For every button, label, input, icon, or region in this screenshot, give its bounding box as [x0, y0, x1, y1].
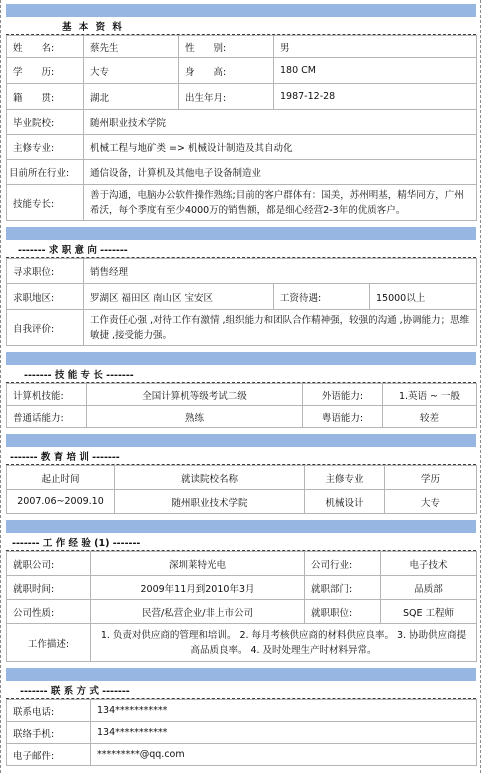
role-label: 就职职位:: [305, 600, 381, 624]
company-label: 就职公司:: [7, 552, 91, 576]
email-value[interactable]: *********@qq.com: [91, 744, 477, 766]
section-band: [6, 668, 476, 681]
company-industry-value: 电子技术: [381, 552, 477, 576]
table-row: [7, 259, 477, 284]
table-row: [7, 110, 477, 135]
table-row: [7, 384, 477, 406]
self-eval-value: 工作责任心强 ,对待工作有激情 ,组织能力和团队合作精神强，较强的沟通 ,协调能力；思维敏捷 ,接受能力强。: [84, 310, 477, 346]
table-row: [7, 600, 477, 624]
skill-section-header: [6, 365, 476, 383]
foreign-label: 外语能力:: [303, 384, 383, 406]
origin-value: 湖北: [84, 84, 179, 110]
intent-section-title: ------- 求 职 意 向 -------: [18, 245, 128, 256]
edu-school: 随州职业技术学院: [115, 490, 305, 514]
intent-section-header: [6, 240, 476, 258]
column-header: 主修专业: [305, 466, 385, 490]
basic-section-title: 基 本 资 料: [62, 22, 124, 33]
education-section-header: [6, 447, 476, 465]
height-value: 180 CM: [274, 58, 477, 84]
school-value: 随州职业技术学院: [84, 110, 477, 135]
table-row: [7, 744, 477, 766]
skill-table: [6, 383, 477, 428]
location-label: 求职地区:: [7, 284, 84, 310]
section-band: [6, 520, 476, 533]
industry-label: 目前所在行业:: [7, 160, 84, 185]
salary-label: 工资待遇:: [274, 284, 370, 310]
table-row: [7, 624, 477, 662]
table-row: [7, 284, 477, 310]
dept-value: 品质部: [381, 576, 477, 600]
table-row: [7, 722, 477, 744]
section-band: [6, 434, 476, 447]
education-table: [6, 465, 477, 514]
name-value: 蔡先生: [84, 36, 179, 58]
tel-label: 联系电话:: [7, 700, 91, 722]
mobile-label: 联络手机:: [7, 722, 91, 744]
skills-label: 技能专长:: [7, 185, 84, 221]
cantonese-value: 较差: [383, 406, 477, 428]
table-row: [7, 406, 477, 428]
nature-label: 公司性质:: [7, 600, 91, 624]
cantonese-label: 粤语能力:: [303, 406, 383, 428]
skills-value: 善于沟通，电脑办公软件操作熟练;目前的客户群体有：国美，苏州明基，精华同方，广州希沃，每个季度有至少4000万的销售额，都是细心经营2-3年的优质客户。: [84, 185, 477, 221]
major-value: 机械工程与地矿类 => 机械设计制造及其自动化: [84, 135, 477, 160]
height-label: 身 高:: [179, 58, 274, 84]
edu-period: 2007.06~2009.10: [7, 490, 115, 514]
foreign-value: 1.英语 ~ 一般: [383, 384, 477, 406]
table-row: [7, 700, 477, 722]
section-band: [6, 4, 476, 17]
computer-label: 计算机技能:: [7, 384, 87, 406]
tel-value: 134***********: [91, 700, 477, 722]
company-value: 深圳莱特光电: [91, 552, 305, 576]
salary-value: 15000以上: [370, 284, 477, 310]
role-value: SQE 工程师: [381, 600, 477, 624]
table-row: [7, 58, 477, 84]
page-margin-right: [480, 0, 482, 773]
page-margin-left: [0, 0, 2, 773]
contact-table: [6, 699, 477, 766]
email-label: 电子邮件:: [7, 744, 91, 766]
gender-label: 性 别:: [179, 36, 274, 58]
table-header-row: [7, 466, 477, 490]
table-row: [7, 552, 477, 576]
position-value: 销售经理: [84, 259, 477, 284]
table-row: [7, 160, 477, 185]
basic-section-header: [6, 17, 476, 35]
desc-value: 1. 负责对供应商的管理和培训。 2. 每月考核供应商的材料供应良率。 3. 协助供应商提高品质良率。 4. 及时处理生产时材料异常。: [91, 624, 477, 662]
company-industry-label: 公司行业:: [305, 552, 381, 576]
computer-value: 全国计算机等级考试二级: [87, 384, 303, 406]
work-time-value: 2009年11月到2010年3月: [91, 576, 305, 600]
position-label: 寻求职位:: [7, 259, 84, 284]
work-table: [6, 551, 477, 662]
column-header: 起止时间: [7, 466, 115, 490]
basic-info-table: [6, 35, 477, 221]
column-header: 学历: [385, 466, 477, 490]
edu-major: 机械设计: [305, 490, 385, 514]
major-label: 主修专业:: [7, 135, 84, 160]
table-row: [7, 576, 477, 600]
section-band: [6, 227, 476, 240]
school-label: 毕业院校:: [7, 110, 84, 135]
section-band: [6, 352, 476, 365]
mobile-value: 134***********: [91, 722, 477, 744]
work-section-header: [6, 533, 476, 551]
edu-value: 大专: [84, 58, 179, 84]
gender-value: 男: [274, 36, 477, 58]
desc-label: 工作描述:: [7, 624, 91, 662]
skill-section-title: ------- 技 能 专 长 -------: [24, 370, 134, 381]
table-row: [7, 36, 477, 58]
education-section-title: ------- 教 育 培 训 -------: [10, 452, 120, 463]
edu-degree: 大专: [385, 490, 477, 514]
name-label: 姓 名:: [7, 36, 84, 58]
table-row: [7, 84, 477, 110]
contact-section-title: ------- 联 系 方 式 -------: [20, 686, 130, 697]
birth-label: 出生年月:: [179, 84, 274, 110]
edu-label: 学 历:: [7, 58, 84, 84]
table-row: [7, 310, 477, 346]
birth-value: 1987-12-28: [274, 84, 477, 110]
column-header: 就读院校名称: [115, 466, 305, 490]
table-row: [7, 490, 477, 514]
nature-value: 民营/私营企业/非上市公司: [91, 600, 305, 624]
self-eval-label: 自我评价:: [7, 310, 84, 346]
resume-page: [6, 4, 476, 766]
contact-section-header: [6, 681, 476, 699]
work-time-label: 就职时间:: [7, 576, 91, 600]
mandarin-value: 熟练: [87, 406, 303, 428]
mandarin-label: 普通话能力:: [7, 406, 87, 428]
dept-label: 就职部门:: [305, 576, 381, 600]
origin-label: 籍 贯:: [7, 84, 84, 110]
table-row: [7, 185, 477, 221]
table-row: [7, 135, 477, 160]
industry-value: 通信设备，计算机及其他电子设备制造业: [84, 160, 477, 185]
location-value: 罗湖区 福田区 南山区 宝安区: [84, 284, 274, 310]
work-section-title: ------- 工 作 经 验 (1) -------: [12, 538, 141, 549]
intent-table: [6, 258, 477, 346]
